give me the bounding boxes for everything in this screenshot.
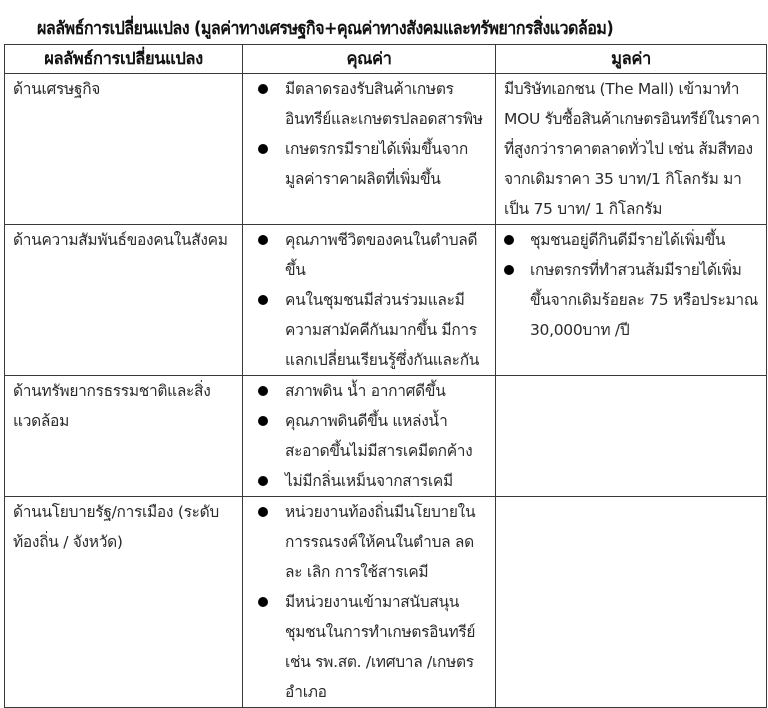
table-header-row (5, 45, 767, 74)
list-item-text: หน่วยงานท้องถิ่นมีนโยบายในการรณรงค์ให้คนในตำบล ลด ละ เลิก การใช้สารเคมี (285, 503, 476, 581)
table-row-environment (5, 376, 767, 497)
bullet-icon (258, 597, 268, 607)
list-item (243, 285, 495, 375)
list-item (243, 376, 495, 406)
cell-worth-empty (496, 497, 767, 708)
worth-text: มีบริษัทเอกชน (The Mall) เข้ามาทำ MOU รับซื้อสินค้าเกษตรอินทรีย์ในราคาที่สูงกว่าราคาตลาดทั่วไป เช่น ส้มสีทองจากเดิมราคา 35 บาท/1 กิโลกรัม มาเป็น 75 บาท/ 1 กิโลกรัม (504, 80, 760, 218)
cell-dimension (5, 376, 243, 497)
value-list (243, 225, 495, 375)
table-row-economic (5, 74, 767, 225)
list-item-text: ไม่มีกลิ่นเหม็นจากสารเคมี (285, 472, 453, 490)
bullet-icon (258, 386, 268, 396)
dimension-label: ด้านความสัมพันธ์ของคนในสังคม (13, 231, 228, 249)
list-item (243, 134, 495, 194)
list-item-text: เกษตรกรที่ทำสวนส้มมีรายได้เพิ่มขึ้นจากเดิมร้อยละ 75 หรือประมาณ 30,000บาท /ปี (530, 261, 758, 339)
bullet-icon (258, 295, 268, 305)
bullet-icon (258, 144, 268, 154)
cell-worth (496, 74, 767, 225)
list-item (243, 587, 495, 707)
bullet-icon (504, 235, 514, 245)
cell-value (243, 376, 496, 497)
list-item-text: คุณภาพดินดีขึ้น แหล่งน้ำสะอาดขึ้นไม่มีสารเคมีตกค้าง (285, 412, 473, 460)
header-outcome: ผลลัพธ์การเปลี่ยนแปลง (5, 45, 243, 74)
table-row-policy (5, 497, 767, 708)
header-worth: มูลค่า (496, 45, 767, 74)
cell-worth-empty (496, 376, 767, 497)
cell-dimension (5, 497, 243, 708)
list-item (243, 225, 495, 285)
bullet-icon (258, 476, 268, 486)
value-list (243, 497, 495, 707)
header-value: คุณค่า (243, 45, 496, 74)
cell-dimension (5, 74, 243, 225)
value-list (243, 376, 495, 496)
cell-value (243, 225, 496, 376)
list-item (243, 406, 495, 466)
outcome-table (4, 44, 767, 708)
table-row-social (5, 225, 767, 376)
list-item (496, 255, 766, 345)
list-item (243, 466, 495, 496)
bullet-icon (258, 84, 268, 94)
list-item (243, 497, 495, 587)
list-item-text: คุณภาพชีวิตของคนในตำบลดีขึ้น (285, 231, 478, 279)
list-item (496, 225, 766, 255)
list-item-text: มีหน่วยงานเข้ามาสนับสนุนชุมชนในการทำเกษตรอินทรีย์ เช่น รพ.สต. /เทศบาล /เกษตรอำเภอ (285, 593, 476, 701)
cell-dimension (5, 225, 243, 376)
list-item-text: เกษตรกรมีรายได้เพิ่มขึ้นจากมูลค่าราคาผลิตที่เพิ่มขึ้น (285, 140, 468, 188)
list-item (243, 74, 495, 134)
list-item-text: มีตลาดรองรับสินค้าเกษตรอินทรีย์และเกษตรปลอดสารพิษ (285, 80, 483, 128)
bullet-icon (258, 235, 268, 245)
dimension-label: ด้านนโยบายรัฐ/การเมือง (ระดับท้องถิ่น / จังหวัด) (13, 503, 219, 551)
list-item-text: ชุมชนอยู่ดีกินดีมีรายได้เพิ่มขึ้น (530, 231, 726, 249)
cell-value (243, 74, 496, 225)
document-title: ผลลัพธ์การเปลี่ยนแปลง (มูลค่าทางเศรษฐกิจ+คุณค่าทางสังคมและทรัพยากรสิ่งแวดล้อม) (37, 19, 614, 39)
worth-list (496, 225, 766, 345)
cell-value (243, 497, 496, 708)
list-item-text: คนในชุมชนมีส่วนร่วมและมีความสามัคคีกันมากขึ้น มีการแลกเปลี่ยนเรียนรู้ซึ่งกันและกัน (285, 291, 480, 369)
dimension-label: ด้านทรัพยากรธรรมชาติและสิ่งแวดล้อม (13, 382, 211, 430)
cell-worth (496, 225, 767, 376)
value-list (243, 74, 495, 194)
bullet-icon (258, 507, 268, 517)
list-item-text: สภาพดิน น้ำ อากาศดีขึ้น (285, 382, 446, 400)
bullet-icon (258, 416, 268, 426)
dimension-label: ด้านเศรษฐกิจ (13, 80, 101, 98)
bullet-icon (504, 265, 514, 275)
